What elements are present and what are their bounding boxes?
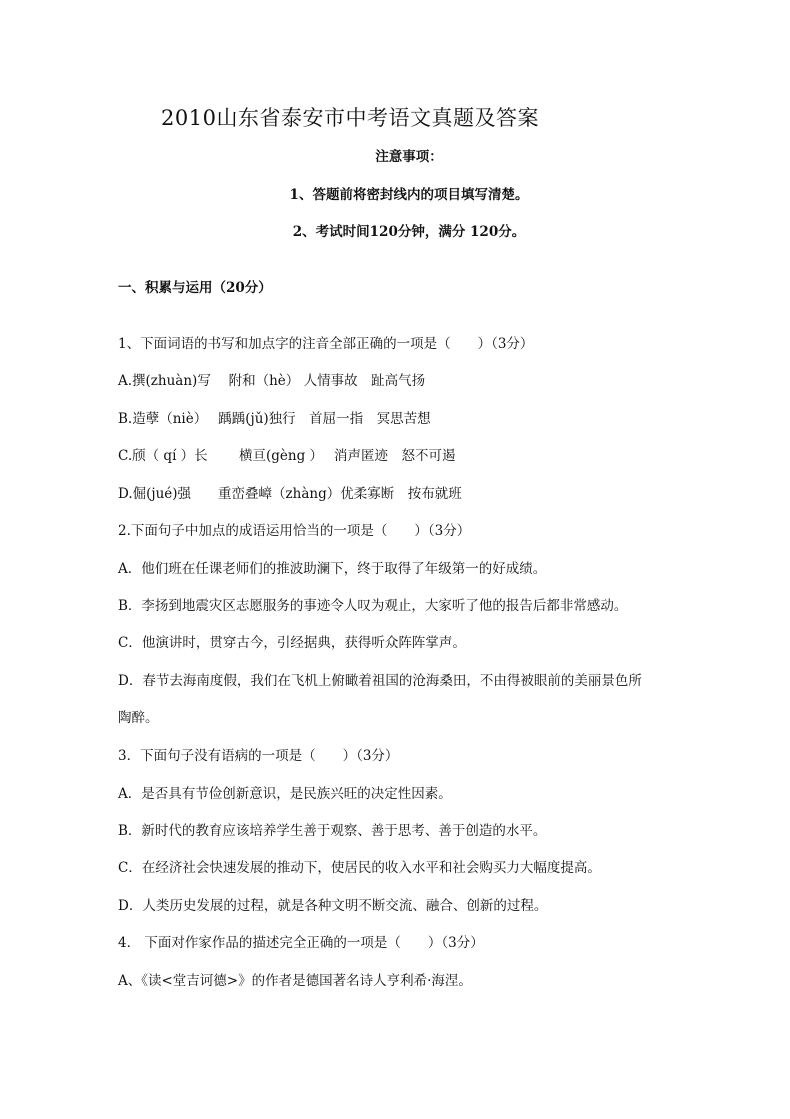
question-option: B．李扬到地震灾区志愿服务的事迹令人叹为观止，大家听了他的报告后都非常感动。 <box>118 598 628 614</box>
question-stem: 2.下面句子中加点的成语运用恰当的一项是（ ）（3分） <box>118 523 471 539</box>
question-option: A.撰(zhuàn)写 附和（hè） 人情事故 趾高气扬 <box>118 373 426 389</box>
question-option: D．春节去海南度假，我们在飞机上俯瞰着祖国的沧海桑田，不由得被眼前的美丽景色所 <box>118 673 642 689</box>
document-title: 2010山东省泰安市中考语文真题及答案 <box>161 106 539 130</box>
question-option: C．在经济社会快速发展的推动下，使居民的收入水平和社会购买力大幅度提高。 <box>118 860 601 876</box>
notice-item: 2、考试时间120分钟，满分 120分。 <box>292 224 526 240</box>
question-option-continuation: 陶醉。 <box>118 710 159 726</box>
question-option: C．他演讲时，贯穿古今，引经据典，获得听众阵阵掌声。 <box>118 635 466 651</box>
question-stem: 4． 下面对作家作品的描述完全正确的一项是（ ）（3分） <box>118 935 484 951</box>
question-option: A．是否具有节俭创新意识，是民族兴旺的决定性因素。 <box>118 786 452 802</box>
question-option: B．新时代的教育应该培养学生善于观察、善于思考、善于创造的水平。 <box>118 823 547 839</box>
section-heading: 一、积累与运用（20分） <box>118 280 272 296</box>
question-stem: 1、下面词语的书写和加点字的注音全部正确的一项是（ ）（3分） <box>118 336 534 352</box>
question-stem: 3．下面句子没有语病的一项是（ ）（3分） <box>118 748 399 764</box>
question-option: A．他们班在任课老师们的推波助澜下，终于取得了年级第一的好成绩。 <box>118 561 547 577</box>
question-option: B.造孽（niè） 踽踽(jǔ)独行 首屈一指 冥思苦想 <box>118 411 431 427</box>
question-option: A、《读<堂吉诃德>》的作者是德国著名诗人亨利希·海涅。 <box>118 973 472 989</box>
notice-item: 1、答题前将密封线内的项目填写清楚。 <box>289 187 529 203</box>
question-option: C.颀（ qí ）长 横亘(gèng ） 消声匿迹 怒不可遏 <box>118 448 456 464</box>
question-option: D.倔(jué)强 重峦叠嶂（zhàng）优柔寡断 按布就班 <box>118 486 462 502</box>
question-option: D．人类历史发展的过程，就是各种文明不断交流、融合、创新的过程。 <box>118 898 548 914</box>
notice-heading: 注意事项： <box>375 149 443 165</box>
